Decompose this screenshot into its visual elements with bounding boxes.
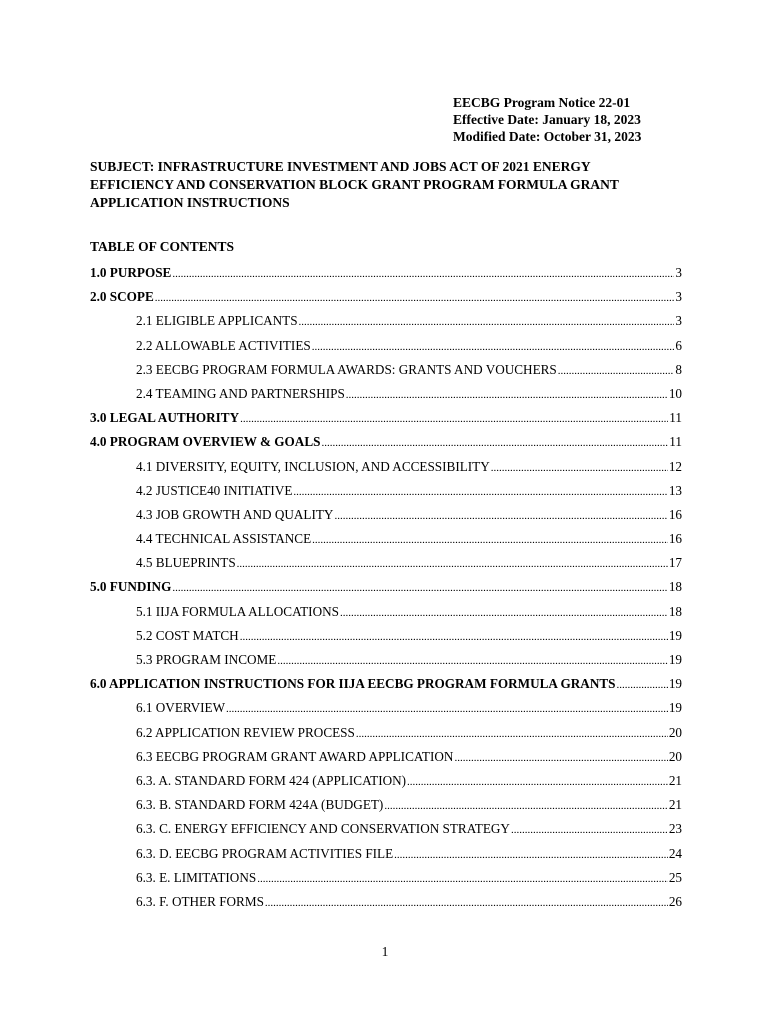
toc-entry-page: 10 bbox=[668, 385, 682, 401]
toc-entry-title: 6.3. D. EECBG PROGRAM ACTIVITIES FILE bbox=[136, 845, 394, 861]
toc-dot-leader bbox=[237, 558, 668, 570]
toc-entry[interactable] bbox=[90, 846, 682, 870]
toc-entry-page: 16 bbox=[668, 506, 682, 522]
toc-dot-leader bbox=[312, 341, 675, 353]
toc-dot-leader bbox=[511, 824, 668, 836]
toc-entry-page: 19 bbox=[668, 627, 682, 643]
toc-dot-leader bbox=[384, 800, 667, 812]
notice-header bbox=[453, 94, 641, 145]
toc-entry-page: 18 bbox=[668, 603, 682, 619]
toc-dot-leader bbox=[616, 679, 667, 691]
toc-entry-page: 21 bbox=[668, 797, 682, 813]
toc-entry-page: 16 bbox=[668, 531, 682, 547]
toc-entry-title: 6.3. F. OTHER FORMS bbox=[136, 893, 264, 909]
toc-entry-title: 4.5 BLUEPRINTS bbox=[136, 555, 236, 571]
toc-dot-leader bbox=[454, 752, 667, 764]
toc-entry-title: 5.0 FUNDING bbox=[90, 579, 172, 595]
toc-entry-page: 11 bbox=[669, 434, 682, 450]
toc-dot-leader bbox=[407, 776, 668, 788]
toc-entry-title: 6.3. B. STANDARD FORM 424A (BUDGET) bbox=[136, 797, 384, 813]
table-of-contents bbox=[90, 265, 682, 918]
toc-entry[interactable] bbox=[90, 386, 682, 410]
toc-entry-title: 6.3. A. STANDARD FORM 424 (APPLICATION) bbox=[136, 772, 407, 788]
toc-dot-leader bbox=[356, 728, 668, 740]
subject-line: SUBJECT: INFRASTRUCTURE INVESTMENT AND JOBS ACT OF 2021 ENERGY bbox=[90, 159, 591, 174]
toc-entry-title: 4.0 PROGRAM OVERVIEW & GOALS bbox=[90, 434, 321, 450]
toc-entry-title: 2.1 ELIGIBLE APPLICANTS bbox=[136, 313, 298, 329]
toc-dot-leader bbox=[334, 510, 667, 522]
toc-entry-page: 12 bbox=[668, 458, 682, 474]
toc-entry-title: 6.1 OVERVIEW bbox=[136, 700, 226, 716]
toc-entry-page: 11 bbox=[669, 410, 682, 426]
effective-date: Effective Date: January 18, 2023 bbox=[453, 112, 641, 127]
toc-entry-page: 19 bbox=[668, 700, 682, 716]
toc-entry[interactable] bbox=[90, 483, 682, 507]
toc-dot-leader bbox=[240, 413, 668, 425]
toc-entry-page: 3 bbox=[675, 289, 682, 305]
toc-entry-title: 3.0 LEGAL AUTHORITY bbox=[90, 410, 240, 426]
toc-entry-title: 2.2 ALLOWABLE ACTIVITIES bbox=[136, 337, 311, 353]
toc-entry-title: 4.2 JUSTICE40 INITIATIVE bbox=[136, 482, 293, 498]
toc-dot-leader bbox=[257, 873, 668, 885]
toc-entry[interactable] bbox=[90, 700, 682, 724]
toc-dot-leader bbox=[558, 365, 675, 377]
subject-block bbox=[90, 158, 690, 212]
toc-entry[interactable] bbox=[90, 265, 682, 289]
toc-entry-title: 2.3 EECBG PROGRAM FORMULA AWARDS: GRANTS AND VOUCHERS bbox=[136, 361, 557, 377]
toc-entry[interactable] bbox=[90, 870, 682, 894]
toc-dot-leader bbox=[172, 268, 674, 280]
toc-dot-leader bbox=[155, 292, 675, 304]
toc-dot-leader bbox=[277, 655, 667, 667]
toc-entry-page: 20 bbox=[668, 748, 682, 764]
toc-entry-page: 21 bbox=[668, 772, 682, 788]
toc-dot-leader bbox=[491, 462, 668, 474]
subject-line: EFFICIENCY AND CONSERVATION BLOCK GRANT PROGRAM FORMULA GRANT bbox=[90, 177, 619, 192]
toc-entry[interactable] bbox=[90, 434, 682, 458]
toc-entry-page: 13 bbox=[668, 482, 682, 498]
toc-entry[interactable] bbox=[90, 579, 682, 603]
toc-dot-leader bbox=[321, 437, 668, 449]
toc-entry-page: 18 bbox=[668, 579, 682, 595]
toc-heading: TABLE OF CONTENTS bbox=[90, 239, 235, 254]
toc-entry-title: 6.2 APPLICATION REVIEW PROCESS bbox=[136, 724, 355, 740]
toc-dot-leader bbox=[394, 849, 668, 861]
subject-line: APPLICATION INSTRUCTIONS bbox=[90, 195, 290, 210]
toc-entry[interactable] bbox=[90, 652, 682, 676]
toc-entry[interactable] bbox=[90, 628, 682, 652]
toc-entry[interactable] bbox=[90, 797, 682, 821]
toc-dot-leader bbox=[299, 316, 675, 328]
toc-entry[interactable] bbox=[90, 555, 682, 579]
toc-entry-title: 5.1 IIJA FORMULA ALLOCATIONS bbox=[136, 603, 339, 619]
toc-entry-title: 6.0 APPLICATION INSTRUCTIONS FOR IIJA EECBG PROGRAM FORMULA GRANTS bbox=[90, 676, 616, 692]
toc-entry-title: 5.2 COST MATCH bbox=[136, 627, 239, 643]
notice-title: EECBG Program Notice 22-01 bbox=[453, 95, 631, 110]
toc-entry-page: 26 bbox=[668, 893, 682, 909]
toc-dot-leader bbox=[346, 389, 668, 401]
toc-entry[interactable] bbox=[90, 894, 682, 918]
toc-dot-leader bbox=[240, 631, 668, 643]
toc-entry[interactable] bbox=[90, 507, 682, 531]
toc-entry-page: 6 bbox=[675, 337, 682, 353]
toc-entry-title: 1.0 PURPOSE bbox=[90, 265, 172, 280]
modified-date: Modified Date: October 31, 2023 bbox=[453, 129, 642, 144]
toc-entry[interactable] bbox=[90, 338, 682, 362]
toc-entry[interactable] bbox=[90, 749, 682, 773]
toc-entry[interactable] bbox=[90, 531, 682, 555]
toc-entry-page: 3 bbox=[675, 265, 682, 280]
toc-entry[interactable] bbox=[90, 725, 682, 749]
toc-entry-title: 6.3. E. LIMITATIONS bbox=[136, 869, 257, 885]
toc-entry-page: 23 bbox=[668, 821, 682, 837]
toc-dot-leader bbox=[340, 607, 668, 619]
toc-entry-page: 17 bbox=[668, 555, 682, 571]
toc-entry-page: 24 bbox=[668, 845, 682, 861]
page-number: 1 bbox=[381, 944, 389, 959]
toc-entry-title: 4.1 DIVERSITY, EQUITY, INCLUSION, AND ACCESSIBILITY bbox=[136, 458, 490, 474]
toc-dot-leader bbox=[312, 534, 668, 546]
toc-dot-leader bbox=[226, 703, 668, 715]
toc-entry[interactable] bbox=[90, 459, 682, 483]
toc-entry[interactable] bbox=[90, 289, 682, 313]
toc-entry-title: 2.4 TEAMING AND PARTNERSHIPS bbox=[136, 385, 345, 401]
toc-entry-page: 25 bbox=[668, 869, 682, 885]
toc-entry[interactable] bbox=[90, 604, 682, 628]
toc-entry-title: 4.4 TECHNICAL ASSISTANCE bbox=[136, 531, 312, 547]
toc-entry-title: 6.3 EECBG PROGRAM GRANT AWARD APPLICATION bbox=[136, 748, 454, 764]
toc-entry[interactable] bbox=[90, 362, 682, 386]
toc-entry-page: 3 bbox=[675, 313, 682, 329]
toc-entry-page: 8 bbox=[675, 361, 682, 377]
toc-entry[interactable] bbox=[90, 676, 682, 700]
toc-entry[interactable] bbox=[90, 410, 682, 434]
toc-dot-leader bbox=[293, 486, 667, 498]
toc-entry-title: 4.3 JOB GROWTH AND QUALITY bbox=[136, 506, 334, 522]
toc-entry[interactable] bbox=[90, 773, 682, 797]
toc-entry-title: 5.3 PROGRAM INCOME bbox=[136, 652, 277, 667]
toc-entry-page: 20 bbox=[668, 724, 682, 740]
toc-dot-leader bbox=[172, 582, 667, 594]
toc-dot-leader bbox=[265, 897, 668, 909]
toc-entry[interactable] bbox=[90, 313, 682, 337]
toc-entry-page: 19 bbox=[668, 676, 682, 692]
toc-entry-page: 19 bbox=[668, 652, 682, 667]
toc-entry-title: 6.3. C. ENERGY EFFICIENCY AND CONSERVATION STRATEGY bbox=[136, 821, 510, 837]
toc-entry[interactable] bbox=[90, 821, 682, 845]
toc-entry-title: 2.0 SCOPE bbox=[90, 289, 154, 305]
